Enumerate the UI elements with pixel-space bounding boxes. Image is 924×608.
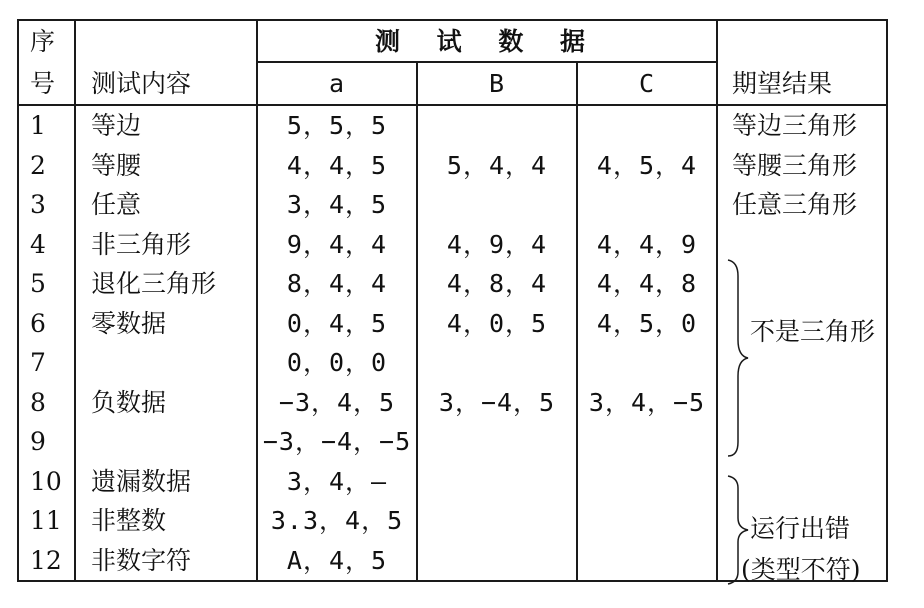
- row-value-a: −3，−4，−5: [257, 422, 417, 462]
- row-seq: 3: [18, 185, 75, 225]
- row-value-c: [577, 501, 717, 541]
- row-seq: 12: [18, 541, 75, 582]
- row-seq: 9: [18, 422, 75, 462]
- row-value-b: 4，9，4: [417, 225, 577, 265]
- row-seq: 11: [18, 501, 75, 541]
- table-row: [18, 185, 887, 225]
- row-value-c: 4，4，9: [577, 225, 717, 265]
- row-value-b: [417, 462, 577, 502]
- header-blank-right: [717, 20, 887, 62]
- header-row-2: [18, 62, 887, 105]
- table-row: [18, 225, 887, 265]
- row-test-content: 等腰: [75, 146, 257, 186]
- table-row: [18, 462, 887, 502]
- table-row: [18, 343, 887, 383]
- row-value-b: 4，8，4: [417, 264, 577, 304]
- row-seq: 10: [18, 462, 75, 502]
- row-value-a: 8，4，4: [257, 264, 417, 304]
- row-value-c: 3，4，−5: [577, 383, 717, 423]
- row-test-content: 任意: [75, 185, 257, 225]
- header-col-c: C: [577, 62, 717, 105]
- row-test-content: 遗漏数据: [75, 462, 257, 502]
- table-row: [18, 146, 887, 186]
- row-seq: 4: [18, 225, 75, 265]
- row-test-content: [75, 343, 257, 383]
- row-expected-result: 等腰三角形: [717, 146, 887, 186]
- row-value-c: [577, 541, 717, 582]
- header-seq-top: 序: [18, 20, 75, 62]
- header-seq-bottom: 号: [18, 62, 75, 105]
- group-runtime-error: 运行出错: [750, 514, 851, 543]
- row-value-a: −3，4，5: [257, 383, 417, 423]
- row-seq: 1: [18, 105, 75, 146]
- group-not-triangle: 不是三角形: [750, 317, 876, 346]
- row-test-content: 负数据: [75, 383, 257, 423]
- row-value-a: 5，5，5: [257, 105, 417, 146]
- row-value-a: 9，4，4: [257, 225, 417, 265]
- header-col-b: B: [417, 62, 577, 105]
- row-value-c: 4，5，4: [577, 146, 717, 186]
- row-seq: 2: [18, 146, 75, 186]
- row-value-a: A，4，5: [257, 541, 417, 582]
- row-value-b: [417, 541, 577, 582]
- row-value-c: [577, 462, 717, 502]
- row-test-content: 等边: [75, 105, 257, 146]
- row-value-c: [577, 105, 717, 146]
- header-col-a: a: [257, 62, 417, 105]
- header-test-content: 测试内容: [75, 62, 257, 105]
- row-value-a: 0，0，0: [257, 343, 417, 383]
- row-value-b: [417, 185, 577, 225]
- test-case-table: [17, 19, 888, 582]
- row-value-a: 3，4，—: [257, 462, 417, 502]
- table-row: [18, 383, 887, 423]
- row-value-b: [417, 343, 577, 383]
- row-value-a: 3.3，4，5: [257, 501, 417, 541]
- row-test-content: 退化三角形: [75, 264, 257, 304]
- row-expected-result: 任意三角形: [717, 185, 887, 225]
- table-row: [18, 422, 887, 462]
- row-value-c: [577, 343, 717, 383]
- row-value-c: 4，4，8: [577, 264, 717, 304]
- table-row: [18, 105, 887, 146]
- row-value-a: 3，4，5: [257, 185, 417, 225]
- row-value-b: 3，−4，5: [417, 383, 577, 423]
- row-test-content: 非数字符: [75, 541, 257, 582]
- row-test-content: 非三角形: [75, 225, 257, 265]
- row-seq: 6: [18, 304, 75, 344]
- row-value-b: [417, 105, 577, 146]
- table-row: [18, 264, 887, 304]
- brace-not-triangle: [724, 258, 750, 458]
- row-value-b: [417, 422, 577, 462]
- header-test-data: 测 试 数 据: [257, 20, 717, 62]
- row-value-b: 5，4，4: [417, 146, 577, 186]
- row-test-content: 零数据: [75, 304, 257, 344]
- row-test-content: 非整数: [75, 501, 257, 541]
- row-value-a: 0，4，5: [257, 304, 417, 344]
- row-test-content: [75, 422, 257, 462]
- group-type-mismatch: (类型不符): [741, 555, 861, 584]
- row-value-a: 4，4，5: [257, 146, 417, 186]
- row-value-c: [577, 185, 717, 225]
- header-row-1: [18, 20, 887, 62]
- row-seq: 5: [18, 264, 75, 304]
- row-expected-result: 等边三角形: [717, 105, 887, 146]
- row-seq: 8: [18, 383, 75, 423]
- row-value-b: 4，0，5: [417, 304, 577, 344]
- row-value-c: [577, 422, 717, 462]
- header-blank: [75, 20, 257, 62]
- row-value-c: 4，5，0: [577, 304, 717, 344]
- header-expected: 期望结果: [717, 62, 887, 105]
- row-seq: 7: [18, 343, 75, 383]
- row-value-b: [417, 501, 577, 541]
